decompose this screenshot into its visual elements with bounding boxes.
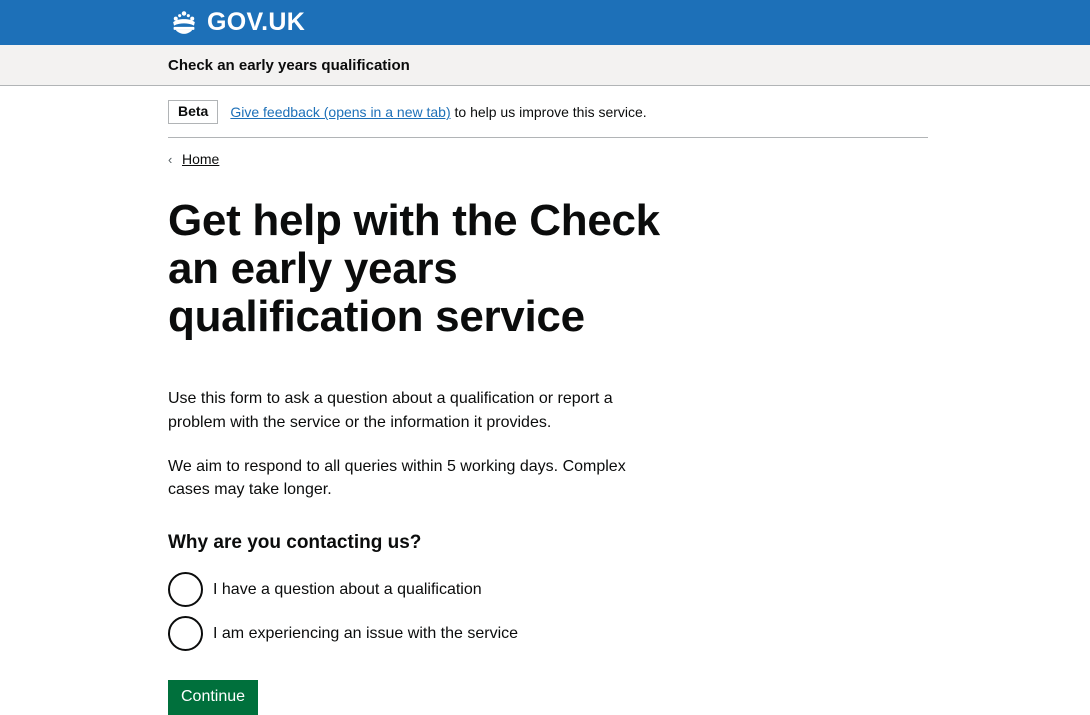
back-link-home[interactable] — [168, 151, 219, 167]
back-link-row — [168, 138, 1090, 169]
intro-paragraph-1: Use this form to ask a question about a qualification or report a problem with the service or the information it provides. — [168, 390, 613, 431]
phase-banner-text — [230, 104, 646, 120]
govuk-logo-text: GOV.UK — [207, 8, 306, 36]
intro-paragraph-2: We aim to respond to all queries within 5 working days. Complex cases may take longer. — [168, 457, 626, 499]
continue-button[interactable]: Continue — [168, 680, 258, 715]
radio-group-contact-reason — [168, 570, 1090, 654]
service-name-link[interactable]: Check an early years qualification — [168, 56, 410, 74]
radio-circle-icon[interactable] — [168, 572, 203, 607]
intro-block — [168, 387, 1090, 502]
crown-icon — [168, 10, 200, 36]
radio-option-issue-with-service[interactable] — [168, 614, 1090, 654]
radio-option-question-about-qualification[interactable] — [168, 570, 1090, 610]
phase-banner-trailing-text: to help us improve this service. — [450, 104, 647, 121]
main-content — [168, 169, 1090, 715]
radio-option-label: I am experiencing an issue with the service — [213, 624, 519, 642]
feedback-link[interactable]: Give feedback (opens in a new tab) — [230, 104, 451, 121]
question-legend: Why are you contacting us? — [168, 531, 422, 553]
chevron-left-icon: ‹ — [168, 152, 173, 168]
page-title: Get help with the Check an early years qualification service — [168, 196, 660, 342]
radio-option-label: I have a question about a qualification — [213, 580, 482, 598]
govuk-header — [0, 0, 1090, 45]
phase-banner — [168, 86, 928, 138]
service-navigation — [0, 45, 1090, 86]
phase-tag-beta: Beta — [168, 100, 218, 124]
back-link-label: Home — [182, 151, 220, 168]
govuk-logo-link[interactable] — [168, 10, 305, 36]
radio-circle-icon[interactable] — [168, 616, 203, 651]
page-container — [168, 86, 1090, 715]
